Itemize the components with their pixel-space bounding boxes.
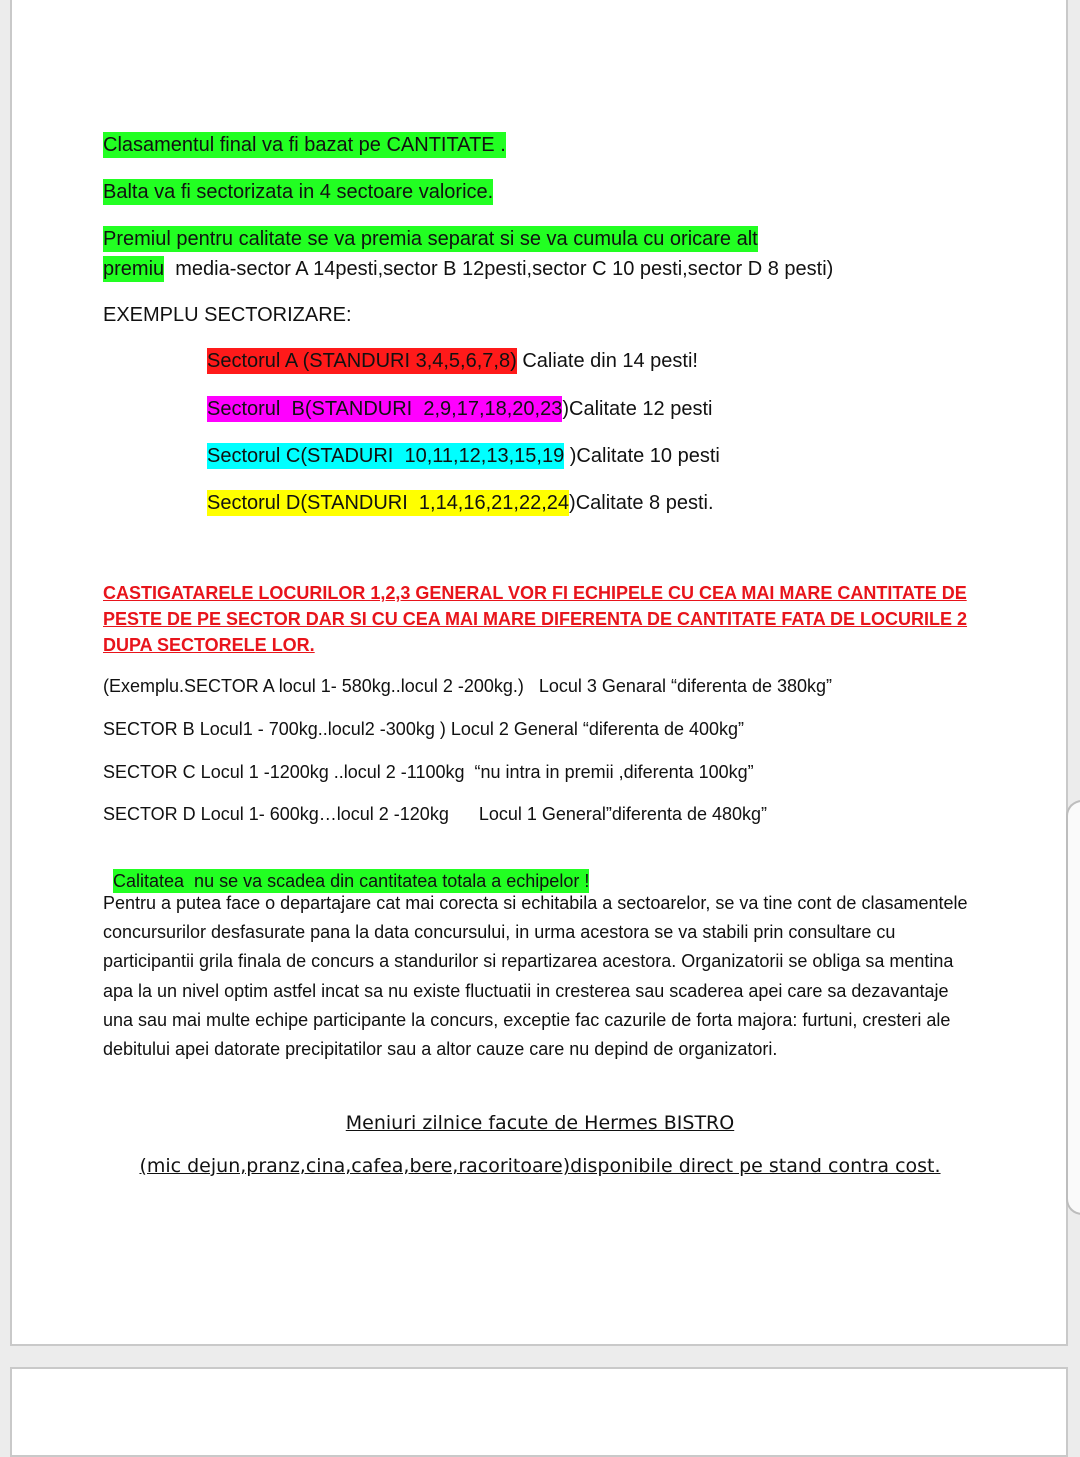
ranking-rule <box>103 133 506 157</box>
menu-line-2: (mic dejun,pranz,cina,cafea,bere,racoritoare)disponibile direct pe stand contra cost. <box>139 1155 941 1177</box>
sector-b-row <box>207 397 712 421</box>
rules-paragraph: Pentru a putea face o departajare cat mai corecta si echitabila a sectoarelor, se va tine cont de clasamentele concursurilor desfasurate pana la data concursului, in urma acestora se va stabili prin consultare cu participantii grila finala de concurs a standurilor si repartizarea acestora. Organizatorii se obliga sa mentina apa la un nivel optim astfel incat sa nu existe fluctuatii in cresterea sau scaderea apei care sa dezavantaje una sau mai multe echipe participante la concurs, exceptie fac cazurile de forta majora: furtuni, cresteri ale debitului apei datorate precipitatilor sau a altor cauze care nu depind de organizatori. <box>103 893 968 1060</box>
quality-note <box>103 845 589 893</box>
sector-c-row <box>207 444 720 468</box>
next-document-page <box>10 1367 1068 1457</box>
sector-d-note: )Calitate 8 pesti. <box>569 492 714 514</box>
menu-line-1: Meniuri zilnice facute de Hermes BISTRO <box>345 1112 735 1134</box>
quality-prize-highlight: premiu <box>103 258 165 280</box>
quality-note-text: Calitatea nu se va scadea din cantitatea totala a echipelor ! <box>113 871 590 891</box>
sector-c-label: Sectorul C(STADURI 10,11,12,13,15,19 <box>207 445 565 467</box>
quality-prize-rest: media-sector A 14pesti,sector B 12pesti,sector C 10 pesti,sector D 8 pesti) <box>164 258 834 280</box>
example-sector-b: SECTOR B Locul1 - 700kg..locul2 -300kg ) Locul 2 General “diferenta de 400kg” <box>103 719 745 739</box>
example-sector-a: (Exemplu.SECTOR A locul 1- 580kg..locul 2 -200kg.) Locul 3 Genaral “diferenta de 380kg” <box>103 676 833 696</box>
sectors-rule-text: Balta va fi sectorizata in 4 sectoare valorice. <box>103 181 494 203</box>
scroll-handle[interactable] <box>1066 800 1080 1215</box>
example-heading: EXEMPLU SECTORIZARE: <box>103 304 352 326</box>
sector-b-label: Sectorul B(STANDURI 2,9,17,18,20,23 <box>207 398 563 420</box>
winners-notice: CASTIGATARELE LOCURILOR 1,2,3 GENERAL VOR FI ECHIPELE CU CEA MAI MARE CANTITATE DE PESTE DE PE SECTOR DAR SI CU CEA MAI MARE DIFERENTA DE CANTITATE FATA DE LOCURILE 2 DUPA SECTORELE LOR. <box>103 583 968 655</box>
example-sector-d: SECTOR D Locul 1- 600kg…locul 2 -120kg Locul 1 General”diferenta de 480kg” <box>103 804 768 824</box>
sectors-rule <box>103 180 493 204</box>
quality-prize-line1: Premiul pentru calitate se va premia separat si se va cumula cu oricare alt <box>103 228 758 250</box>
example-sector-c: SECTOR C Locul 1 -1200kg ..locul 2 -1100kg “nu intra in premii ,diferenta 100kg” <box>103 762 754 782</box>
sector-a-label: Sectorul A (STANDURI 3,4,5,6,7,8) <box>207 350 517 372</box>
sector-d-label: Sectorul D(STANDURI 1,14,16,21,22,24 <box>207 492 570 514</box>
sector-a-note: Caliate din 14 pesti! <box>516 350 698 372</box>
sector-c-note: )Calitate 10 pesti <box>564 445 720 467</box>
ranking-rule-text: Clasamentul final va fi bazat pe CANTITATE . <box>103 134 506 156</box>
quality-prize-rule-cont <box>103 257 833 281</box>
sector-d-row <box>207 491 714 515</box>
sector-a-row <box>207 349 698 373</box>
quality-prize-rule <box>103 227 758 251</box>
sector-b-note: )Calitate 12 pesti <box>562 398 713 420</box>
